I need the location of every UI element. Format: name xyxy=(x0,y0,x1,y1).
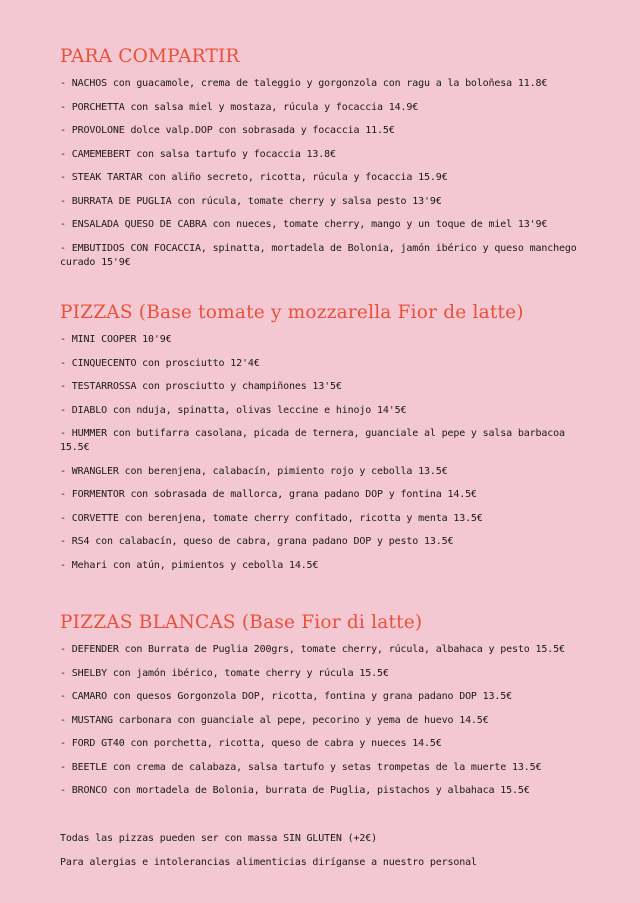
menu-item: - FORD GT40 con porchetta, ricotta, queso de cabra y nueces 14.5€ xyxy=(60,738,442,749)
menu-item: - CAMARO con quesos Gorgonzola DOP, ricotta, fontina y grana padano DOP 13.5€ xyxy=(60,691,513,702)
menu-item: - CINQUECENTO con prosciutto 12'4€ xyxy=(60,357,260,369)
menu-item: - HUMMER con butifarra casolana, picada de ternera, guanciale al pepe y salsa barbacoa 15.5€ xyxy=(60,428,565,453)
menu-item: - BEETLE con crema de calabaza, salsa tartufo y setas trompetas de la muerte 13.5€ xyxy=(60,761,542,773)
menu-item: - NACHOS con guacamole, crema de taleggio y gorgonzola con ragu a la boloñesa 11.8€ xyxy=(60,78,548,89)
menu-item: - FORMENTOR con sobrasada de mallorca, grana padano DOP y fontina 14.5€ xyxy=(60,489,477,500)
menu-item: - WRANGLER con berenjena, calabacín, pimiento rojo y cebolla 13.5€ xyxy=(60,465,448,477)
menu-item: - DIABLO con nduja, spinatta, olivas leccine e hinojo 14'5€ xyxy=(60,404,407,416)
menu-item: - STEAK TARTAR con aliño secreto, ricotta, rúcula y focaccia 15.9€ xyxy=(60,172,448,183)
menu-item: - RS4 con calabacín, queso de cabra, grana padano DOP y pesto 13.5€ xyxy=(60,536,454,547)
menu-item: - TESTARROSSA con prosciutto y champiñones 13'5€ xyxy=(60,381,342,392)
section-title: PIZZAS BLANCAS (Base Fior di latte) xyxy=(60,612,423,633)
section-pizzas xyxy=(60,302,590,612)
menu-item: - DEFENDER con Burrata de Puglia 200grs, tomate cherry, rúcula, albahaca y pesto 15.5€ xyxy=(60,644,565,655)
allergy-note: Para alergias e intolerancias alimenticias diríganse a nuestro personal xyxy=(60,857,477,868)
menu-item: - Mehari con atún, pimientos y cebolla 14.5€ xyxy=(60,559,319,571)
menu-item: - CORVETTE con berenjena, tomate cherry confitado, ricotta y menta 13.5€ xyxy=(60,512,483,524)
section-title: PARA COMPARTIR xyxy=(60,46,240,67)
section-pizzas-blancas xyxy=(60,612,590,832)
menu-item: - SHELBY con jamón ibérico, tomate cherry y rúcula 15.5€ xyxy=(60,667,389,679)
menu-footer xyxy=(60,832,590,870)
menu-item: - PORCHETTA con salsa miel y mostaza, rúcula y focaccia 14.9€ xyxy=(60,101,419,113)
section-para-compartir xyxy=(60,46,590,302)
menu-item: - BRONCO con mortadela de Bolonia, burrata de Puglia, pistachos y albahaca 15.5€ xyxy=(60,785,530,796)
menu-item: - BURRATA DE PUGLIA con rúcula, tomate cherry y salsa pesto 13'9€ xyxy=(60,195,442,207)
menu-item: - MINI COOPER 10'9€ xyxy=(60,334,172,345)
gluten-note: Todas las pizzas pueden ser con massa SIN GLUTEN (+2€) xyxy=(60,833,378,844)
section-title: PIZZAS (Base tomate y mozzarella Fior de latte) xyxy=(60,302,524,323)
menu-item: - PROVOLONE dolce valp.DOP con sobrasada y focaccia 11.5€ xyxy=(60,125,395,136)
menu-item: - ENSALADA QUESO DE CABRA con nueces, tomate cherry, mango y un toque de miel 13'9€ xyxy=(60,219,548,230)
menu-item: - MUSTANG carbonara con guanciale al pepe, pecorino y yema de huevo 14.5€ xyxy=(60,714,489,726)
menu-item: - EMBUTIDOS CON FOCACCIA, spinatta, mortadela de Bolonia, jamón ibérico y queso manchego curado 15'9€ xyxy=(60,242,577,268)
menu-item: - CAMEMEBERT con salsa tartufo y focaccia 13.8€ xyxy=(60,148,336,160)
